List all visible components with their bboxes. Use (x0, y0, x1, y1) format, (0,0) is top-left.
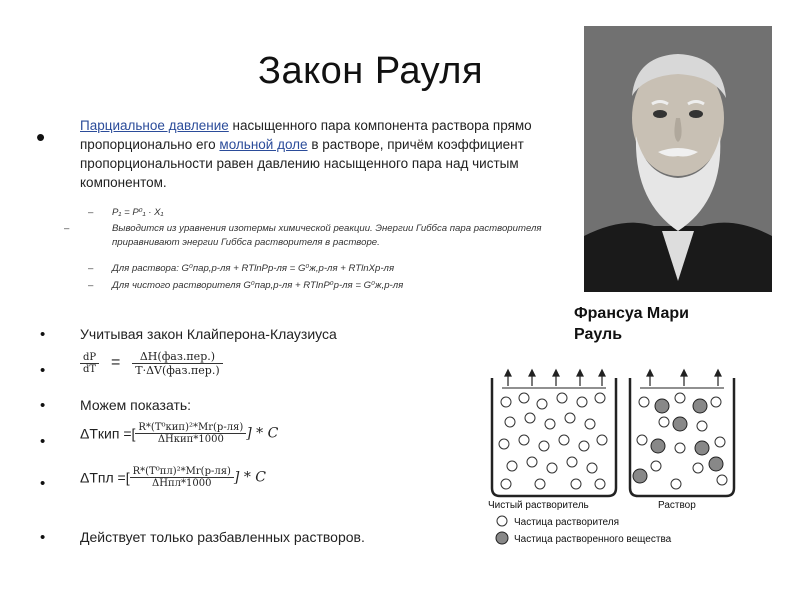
final-text: Действует только разбавленных растворов. (80, 529, 365, 545)
bullet-marker: • (36, 122, 46, 152)
boil-den: ΔHкип*1000 (157, 434, 224, 445)
solvent-particles (499, 393, 607, 489)
bullet-marker: • (40, 326, 46, 343)
sub-text: Для раствора: G⁰пар,р-ля + RTlnPр-ля = G⁰ж,р-ля + RTlnXр-ля (112, 263, 395, 274)
boil-label: ΔTкип =[ (80, 425, 136, 442)
bullet-marker: • (40, 475, 46, 492)
portrait-photo (584, 26, 772, 292)
solution-beaker (630, 370, 734, 496)
clausius-text: Учитывая закон Клайперона-Клаузиуса (80, 326, 337, 342)
cc-lhs-fraction (80, 352, 99, 375)
sub-text: Для чистого растворителя G⁰пар,р-ля + RTlnP⁰р-ля = G⁰ж,р-ля (112, 280, 404, 291)
melt-den: ΔHпл*1000 (152, 478, 212, 489)
cc-rhs-num: ΔH(фаз.пер.) (132, 350, 222, 364)
clausius-equation (80, 350, 223, 377)
cc-equals: = (111, 354, 121, 372)
intro-text-2: в растворе, причём коэффициент пропорциональности равен давлению насыщенного пара над чистым компонентом. (80, 137, 524, 190)
dash-icon: – (88, 280, 94, 291)
solvent-beaker-label: Чистый растворитель (488, 500, 589, 511)
sub-item-formula (88, 206, 578, 220)
melt-label: ΔTпл =[ (80, 469, 130, 486)
show-text: Можем показать: (80, 397, 192, 413)
portrait-caption (574, 303, 689, 345)
sub-text: P₁ = P⁰₁ · X₁ (112, 207, 164, 218)
sub-text: Выводится из уравнения изотермы химической реакции. Энергии Гиббса пара растворителя приравнивают энергии Гиббса растворителя в растворе. (112, 223, 542, 248)
boil-tail: ] * C (246, 425, 279, 442)
legend-solute-icon (496, 532, 508, 544)
portrait-illustration (584, 26, 772, 292)
boiling-equation (80, 422, 278, 445)
cc-lhs-num: dP (80, 352, 99, 364)
intro-term-link[interactable]: Парциальное давление (80, 118, 229, 133)
legend-solvent-icon (497, 516, 507, 526)
cc-rhs-den: T·ΔV(фаз.пер.) (135, 364, 220, 377)
caption-line-1: Франсуа Мари (574, 305, 689, 322)
dash-icon: – (88, 263, 94, 274)
evaporation-arrows (505, 370, 605, 386)
intro-paragraph (80, 116, 560, 192)
melt-tail: ] * C (233, 469, 266, 486)
bullet-marker: • (40, 362, 46, 379)
bullet-marker: • (40, 529, 46, 546)
melt-num: R*(T⁰пл)²*Mr(р-ля) (130, 466, 234, 478)
boil-num: R*(T⁰кип)²*Mr(р-ля) (135, 422, 246, 434)
raoult-diagram (480, 368, 780, 548)
bullet-marker: • (40, 397, 46, 414)
mole-fraction-link[interactable]: мольной доле (219, 137, 308, 152)
cc-lhs-den: dT (83, 364, 97, 375)
sub-item-derivation (64, 222, 602, 250)
dash-icon: – (64, 223, 70, 234)
cc-rhs-fraction (132, 350, 222, 377)
evaporation-arrows (647, 370, 721, 386)
intro-text-1: насыщенного пара компонента раствора прямо пропорционально его (80, 118, 532, 152)
solvent-beaker (492, 370, 616, 496)
sub-item-pure-solvent (88, 279, 578, 293)
caption-line-2: Рауль (574, 326, 623, 343)
solution-beaker-label: Раствор (658, 500, 696, 511)
slide-title: Закон Рауля (258, 50, 484, 92)
legend-solvent-label: Частица растворителя (514, 517, 620, 528)
solution-solvent-particles (637, 393, 727, 489)
dash-icon: – (88, 207, 94, 218)
legend-solute-label: Частица растворенного вещества (514, 534, 672, 545)
boil-fraction (135, 422, 246, 445)
sub-item-solution (88, 262, 578, 276)
bullet-marker: • (40, 433, 46, 450)
melting-equation (80, 466, 266, 489)
melt-fraction (130, 466, 234, 489)
